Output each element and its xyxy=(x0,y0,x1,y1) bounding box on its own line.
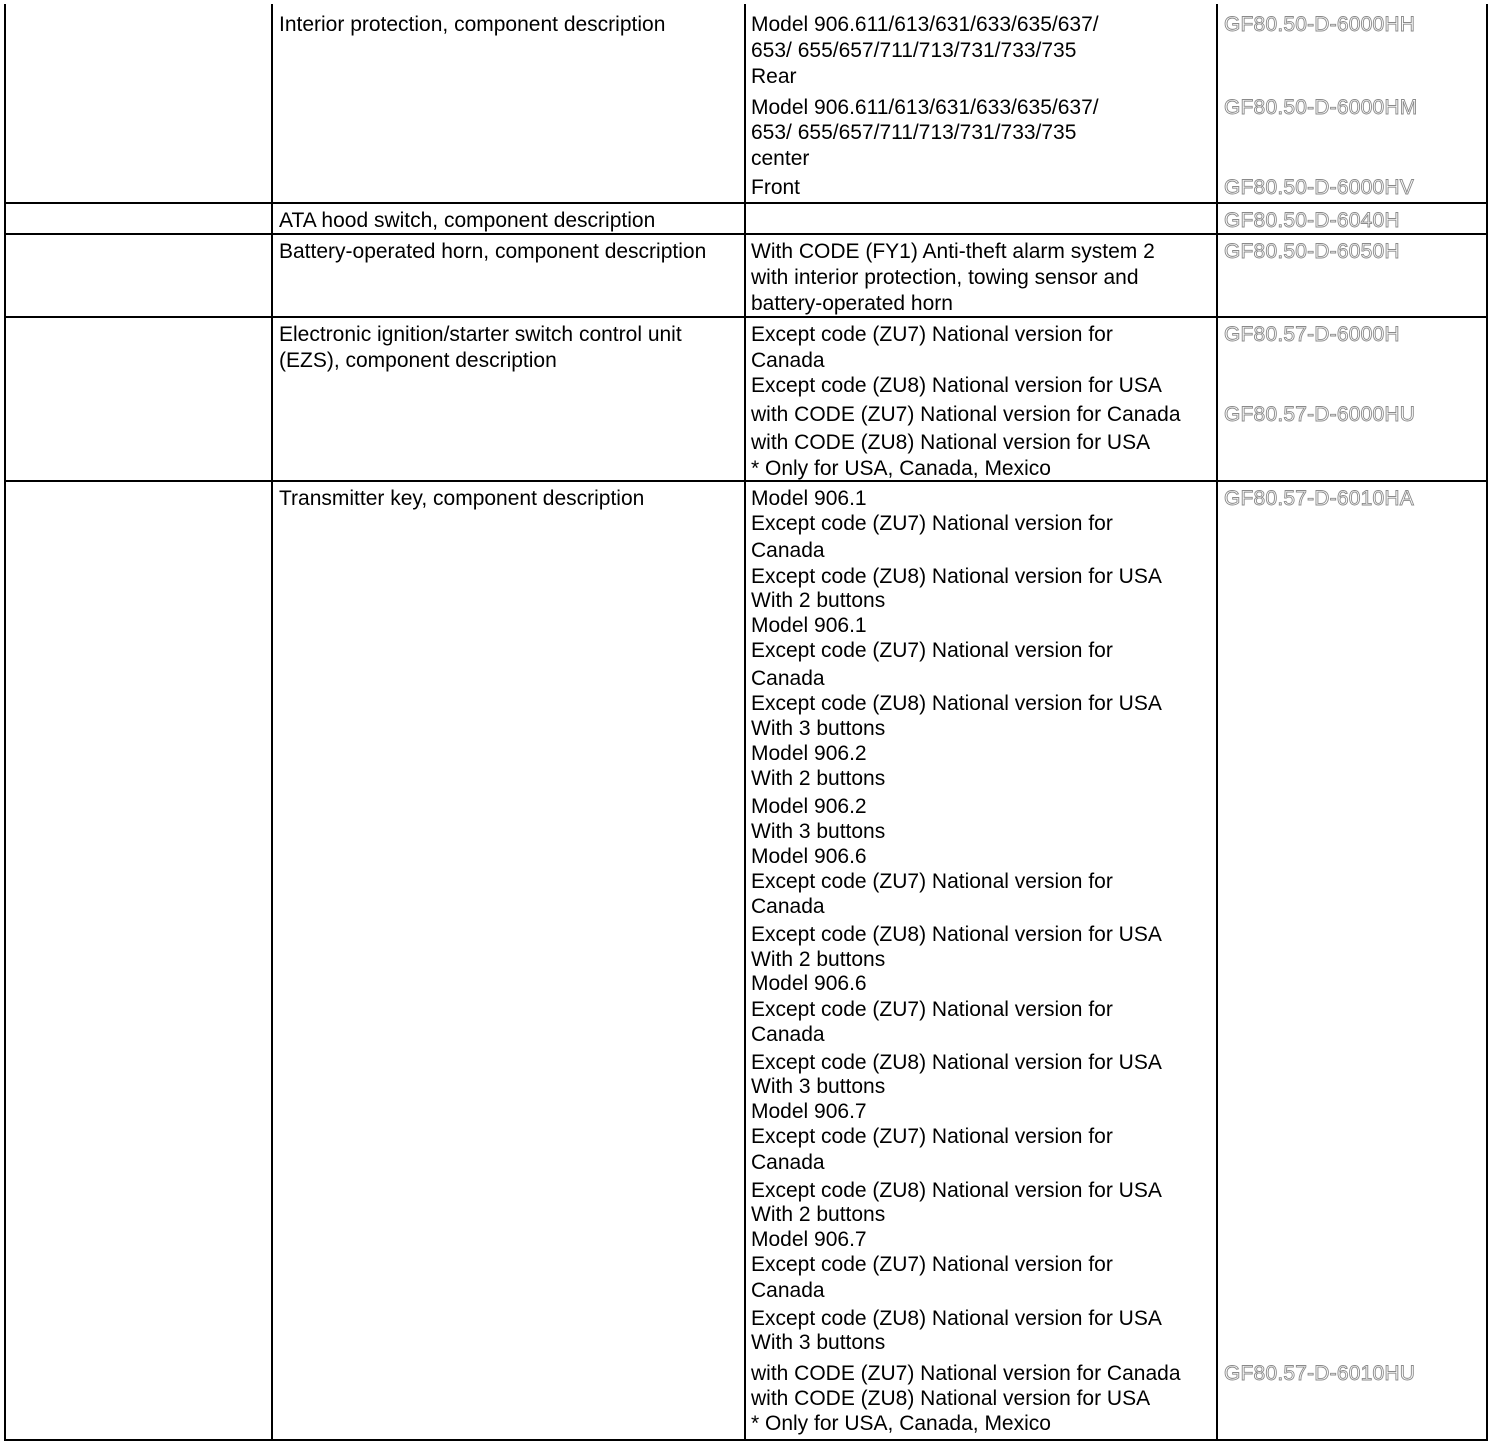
condition-line: Except code (ZU7) National version for xyxy=(751,1125,1113,1148)
condition-line: Canada xyxy=(751,1151,825,1174)
condition-line: 653/ 655/657/711/713/731/733/735 xyxy=(751,121,1077,144)
condition-line: Model 906.6 xyxy=(751,845,867,868)
condition-line: Canada xyxy=(751,667,825,690)
row-divider-3 xyxy=(4,316,1488,318)
condition-line: Model 906.611/613/631/633/635/637/ xyxy=(751,96,1099,119)
condition-line: Canada xyxy=(751,1023,825,1046)
document-reference-link[interactable]: GF80.50-D-6040H xyxy=(1224,209,1400,232)
condition-line: 653/ 655/657/711/713/731/733/735 xyxy=(751,39,1077,62)
condition-line: Except code (ZU8) National version for USA xyxy=(751,565,1162,588)
component-ata-hood-switch: ATA hood switch, component description xyxy=(279,209,656,232)
condition-line: Except code (ZU7) National version for xyxy=(751,998,1113,1021)
column-divider-2 xyxy=(744,4,746,1441)
row-divider-1 xyxy=(4,202,1488,204)
condition-line: Model 906.2 xyxy=(751,795,867,818)
condition-line: battery-operated horn xyxy=(751,292,953,315)
condition-line: With 2 buttons xyxy=(751,948,886,971)
condition-line: With 3 buttons xyxy=(751,1331,886,1354)
component-interior-protection: Interior protection, component description xyxy=(279,13,666,36)
condition-line: With 2 buttons xyxy=(751,767,886,790)
condition-line: * Only for USA, Canada, Mexico xyxy=(751,457,1051,480)
condition-line: Model 906.1 xyxy=(751,487,867,510)
document-reference-link[interactable]: GF80.57-D-6000H xyxy=(1224,323,1400,346)
condition-line: with CODE (ZU7) National version for Canada xyxy=(751,1362,1181,1385)
condition-line: Front xyxy=(751,176,801,199)
condition-line: Except code (ZU8) National version for USA xyxy=(751,1179,1162,1202)
condition-line: Model 906.6 xyxy=(751,972,867,995)
condition-line: With 3 buttons xyxy=(751,820,886,843)
document-reference-link[interactable]: GF80.57-D-6000HU xyxy=(1224,403,1416,426)
condition-line: with CODE (ZU8) National version for USA xyxy=(751,431,1151,454)
condition-line: Model 906.1 xyxy=(751,614,867,637)
condition-line: With 3 buttons xyxy=(751,717,886,740)
condition-line: Except code (ZU8) National version for USA xyxy=(751,374,1162,397)
condition-line: Except code (ZU7) National version for xyxy=(751,512,1113,535)
condition-line: With 2 buttons xyxy=(751,589,886,612)
condition-line: Except code (ZU7) National version for xyxy=(751,323,1113,346)
condition-line: With CODE (FY1) Anti-theft alarm system 2 xyxy=(751,240,1155,263)
table-border-right xyxy=(1486,4,1488,1441)
component-ezs: (EZS), component description xyxy=(279,349,557,372)
condition-line: * Only for USA, Canada, Mexico xyxy=(751,1412,1051,1435)
condition-line: Except code (ZU7) National version for xyxy=(751,1253,1113,1276)
document-reference-link[interactable]: GF80.50-D-6050H xyxy=(1224,240,1400,263)
document-reference-link[interactable]: GF80.50-D-6000HM xyxy=(1224,96,1418,119)
condition-line: Model 906.611/613/631/633/635/637/ xyxy=(751,13,1099,36)
condition-line: Canada xyxy=(751,539,825,562)
condition-line: Canada xyxy=(751,1279,825,1302)
condition-line: center xyxy=(751,147,810,170)
table-border-left xyxy=(4,4,6,1441)
column-divider-3 xyxy=(1216,4,1218,1441)
condition-line: Except code (ZU7) National version for xyxy=(751,870,1113,893)
document-reference-link[interactable]: GF80.50-D-6000HH xyxy=(1224,13,1416,36)
condition-line: Except code (ZU8) National version for USA xyxy=(751,923,1162,946)
condition-line: Except code (ZU8) National version for USA xyxy=(751,692,1162,715)
document-reference-link[interactable]: GF80.57-D-6010HU xyxy=(1224,1362,1416,1385)
component-ezs: Electronic ignition/starter switch control unit xyxy=(279,323,682,346)
table-border-bottom xyxy=(4,1439,1488,1441)
column-divider-1 xyxy=(271,4,273,1441)
component-battery-operated-horn: Battery-operated horn, component description xyxy=(279,240,707,263)
component-reference-table xyxy=(4,4,1488,1441)
condition-line: With 2 buttons xyxy=(751,1203,886,1226)
condition-line: Model 906.7 xyxy=(751,1228,867,1251)
condition-line: Canada xyxy=(751,349,825,372)
condition-line: with CODE (ZU7) National version for Canada xyxy=(751,403,1181,426)
condition-line: Except code (ZU8) National version for USA xyxy=(751,1307,1162,1330)
condition-line: with CODE (ZU8) National version for USA xyxy=(751,1387,1151,1410)
document-reference-link[interactable]: GF80.50-D-6000HV xyxy=(1224,176,1414,199)
condition-line: Except code (ZU7) National version for xyxy=(751,639,1113,662)
condition-line: Rear xyxy=(751,65,797,88)
condition-line: Except code (ZU8) National version for USA xyxy=(751,1051,1162,1074)
document-reference-link[interactable]: GF80.57-D-6010HA xyxy=(1224,487,1414,510)
condition-line: Model 906.7 xyxy=(751,1100,867,1123)
component-transmitter-key: Transmitter key, component description xyxy=(279,487,645,510)
condition-line: Model 906.2 xyxy=(751,742,867,765)
condition-line: With 3 buttons xyxy=(751,1075,886,1098)
condition-line: Canada xyxy=(751,895,825,918)
row-divider-4 xyxy=(4,480,1488,482)
condition-line: with interior protection, towing sensor and xyxy=(751,266,1139,289)
